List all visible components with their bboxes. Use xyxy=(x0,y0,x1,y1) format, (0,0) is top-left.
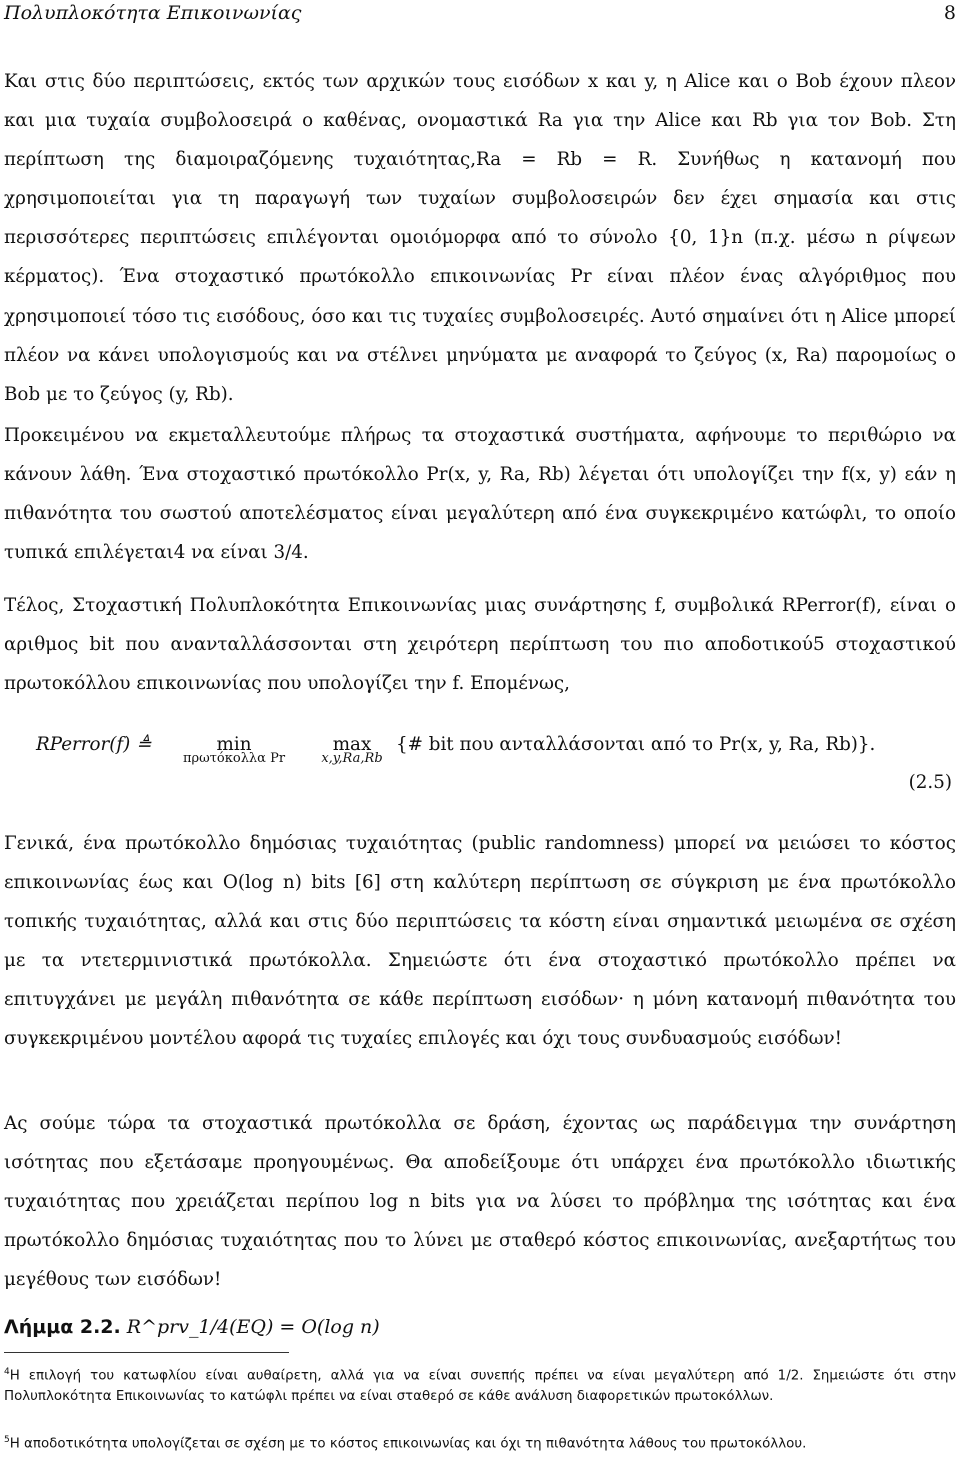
footnote-4 xyxy=(4,1362,956,1407)
paragraph-complexity-definition: Τέλος, Στοχαστική Πολυπλοκότητα Επικοινωνίας μιας συνάρτησης f, συμβολικά RPerror(f), είναι ο αριθμος bit που ανανταλλάσσονται στη χειρότερη περίπτωση του πιο αποδοτικού5 στοχαστικού πρωτοκόλλου επικοινωνίας που υπολογίζει την f. Επομένως, xyxy=(4,595,956,695)
footnote-text: Η επιλογή του κατωφλίου είναι αυθαίρετη, αλλά για να είναι συνεπής πρέπει να είναι μεγαλύτερη από 1/2. Σημειώστε ότι στην Πολυπλοκότητα Επικοινωνίας το κατώφλι πρέπει να είναι σταθερό σε κάθε ανάλυση διαφορετικών πρωτοκόλλων. xyxy=(4,1368,956,1404)
paragraph-equality-example: Ας σούμε τώρα τα στοχαστικά πρωτόκολλα σε δράση, έχοντας ως παράδειγμα την συνάρτηση ισότητας που εξετάσαμε προηγουμένως. Θα αποδείξουμε ότι υπάρχει ένα πρωτόκολλο ιδιωτικής τυχαιότητας που χρειάζεται περίπου log n bits για να λύσει το πρόβλημα της ισότητας και ένα πρωτόκολλο δημόσιας τυχαιότητας που το λύνει με σταθερό κόστος επικοινωνίας, ανεξαρτήτως του μεγέθους των εισόδων! xyxy=(4,1113,956,1291)
footnote-5 xyxy=(4,1430,956,1455)
lemma-2-2 xyxy=(4,1316,380,1338)
min-operator: min xyxy=(216,734,252,755)
paragraph-public-randomness: Γενικά, ένα πρωτόκολλο δημόσιας τυχαιότητας (public randomness) μπορεί να μειώσει το κόστος επικοινωνίας έως και O(log n) bits [6] στη καλύτερη περίπτωση σε σύγκριση με ένα πρωτόκολλο τοπικής τυχαιότητας, αλλά και στις δύο περιπτώσεις τα κόστη είναι σημαντικά μειωμένα σε σχέση με τα ντετερμινιστικά πρωτόκολλα. Σημειώστε ότι ένα στοχαστικό πρωτόκολλο πρέπει να επιτυγχάνει με μεγάλη πιθανότητα σε κάθε περίπτωση εισόδων· η μόνη κατανομή πιθανότητα του συγκεκριμένου μοντέλου αφορά τις τυχαίες επιλογές και όχι τους συνδυασμούς εισόδων! xyxy=(4,833,956,1050)
lemma-statement: R^prv_1/4(EQ) = O(log n) xyxy=(126,1316,380,1338)
equation-number: (2.5) xyxy=(908,772,952,793)
lemma-label: Λήμμα 2.2. xyxy=(4,1316,121,1338)
running-title: Πολυπλοκότητα Επικοινωνίας xyxy=(4,2,302,24)
page-header xyxy=(4,2,956,26)
equation-max xyxy=(310,734,394,766)
footnote-divider xyxy=(4,1352,289,1353)
min-subscript: πρωτόκολλα Pr xyxy=(182,751,286,766)
max-subscript: x,y,Ra,Rb xyxy=(321,751,383,766)
footnote-mark: 5 xyxy=(4,1435,10,1445)
page-number: 8 xyxy=(943,2,956,24)
footnote-mark: 4 xyxy=(4,1367,10,1377)
equation-min xyxy=(172,734,296,766)
footnote-text: Η αποδοτικότητα υπολογίζεται σε σχέση με το κόστος επικοινωνίας και όχι τη πιθανότητα λάθους του πρωτοκόλλου. xyxy=(9,1436,807,1452)
paragraph-randomness-intro: Και στις δύο περιπτώσεις, εκτός των αρχικών τους εισόδων x και y, η Alice και ο Bob έχουν πλεον και μια τυχαία συμβολοσειρά ο καθένας, ονομαστικά Ra για την Alice και Rb για τον Bob. Στη περίπτωση της διαμοιραζόμενης τυχαιότητας,Ra = Rb = R. Συνήθως η κατανομή που χρησιμοποιείται για τη παραγωγή των τυχαίων συμβολοσειρών δεν έχει σημασία και στις περισσότερες περιπτώσεις επιλέγονται ομοιόμορφα από το σύνολο {0, 1}n (π.χ. μέσω n ρίψεων κέρματος). Ένα στοχαστικό πρωτόκολλο επικοινωνίας Pr είναι πλέον ένας αλγόριθμος που χρησιμοποιεί τόσο τις εισόδους, όσο και τις τυχαίες συμβολοσειρές. Αυτό σημαίνει ότι η Alice μπορεί πλέον να κάνει υπολογισμούς και να στέλνει μηνύματα με αναφορά το ζεύγος (x, Ra) παρομοίως ο Bob με το ζεύγος (y, Rb). xyxy=(4,71,956,405)
equation-lhs: RPerror(f) ≜ xyxy=(36,734,152,755)
paragraph-error-threshold: Προκειμένου να εκμεταλλευτούμε πλήρως τα στοχαστικά συστήματα, αφήνουμε το περιθώριο να κάνουν λάθη. Ένα στοχαστικό πρωτόκολλο Pr(x, y, Ra, Rb) λέγεται ότι υπολογίζει την f(x, y) εάν η πιθανότητα του σωστού αποτελέσματος είναι μεγαλύτερη από ένα συγκεκριμένο κατώφλι, το οποίο τυπικά επιλέγεται4 να είναι 3/4. xyxy=(4,425,956,564)
equation-rhs: {# bit που ανταλλάσονται από το Pr(x, y, Ra, Rb)}. xyxy=(396,734,876,755)
equation-2-5 xyxy=(4,728,956,808)
max-operator: max xyxy=(332,734,372,755)
